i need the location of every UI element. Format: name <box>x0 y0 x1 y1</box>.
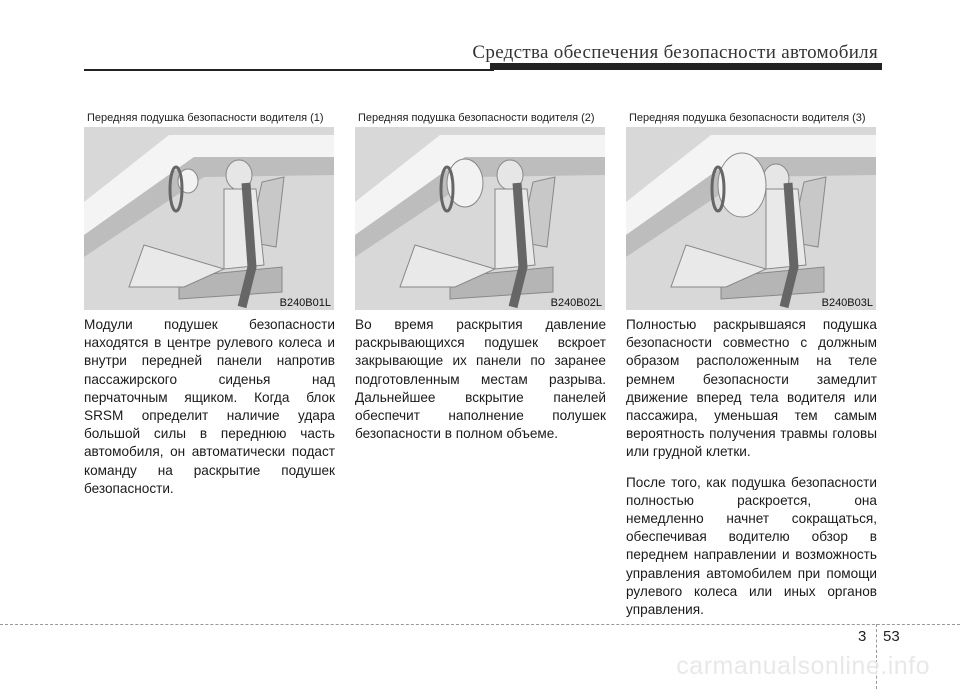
figure-code: B240B01L <box>279 297 331 309</box>
paragraph: Во время раскрытия давление раскрывающихся подушек вскроет закрывающие их панели по заранее подготовленным местам разрыва. Дальнейшее вскрытие панелей обеспечит наполнение полушек безопасности в полном объеме. <box>355 317 606 442</box>
header-rule-thick <box>490 63 882 70</box>
chapter-number: 3 <box>858 628 867 645</box>
figure-caption: Передняя подушка безопасности водителя (1) <box>84 109 334 127</box>
figure-illustration <box>626 127 876 310</box>
figure-illustration <box>355 127 605 310</box>
paragraph: Модули подушек безопасности находятся в центре рулевого колеса и внутри передней панели напротив пассажирского сиденья над перчаточным ящиком. Когда блок SRSM определит наличие удара большой силы в переднюю часть автомобиля, он автоматически подаст команду на раскрытие подушек безопасности. <box>84 317 335 496</box>
footer-divider <box>0 624 960 625</box>
figure-illustration <box>84 127 334 310</box>
text-column-1 <box>84 316 335 510</box>
figure-airbag-2 <box>355 109 605 310</box>
text-column-3 <box>626 316 877 631</box>
header-rule-thin <box>84 69 494 71</box>
text-column-2 <box>355 316 606 455</box>
section-title: Средства обеспечения безопасности автомобиля <box>472 42 878 63</box>
figure-code: B240B03L <box>821 297 873 309</box>
page-number: 53 <box>883 628 900 645</box>
paragraph: Полностью раскрывшаяся подушка безопасности совместно с должным образом расположенным на теле ремнем безопасности замедлит движение вперед тела водителя или пассажира, уменьшая тем самым вероятность получения травмы головы или грудной клетки. <box>626 317 877 460</box>
paragraph: После того, как подушка безопасности полностью раскроется, она немедленно начнет сокращаться, обеспечивая водителю обзор в переднем направлении и возможность управления автомобилем при помощи рулевого колеса или иных органов управления. <box>626 474 877 618</box>
figure-caption: Передняя подушка безопасности водителя (3) <box>626 109 876 127</box>
watermark: carmanualsonline.info <box>676 652 930 680</box>
figure-code: B240B02L <box>550 297 602 309</box>
figure-caption: Передняя подушка безопасности водителя (2) <box>355 109 605 127</box>
figure-airbag-1 <box>84 109 334 310</box>
figure-airbag-3 <box>626 109 876 310</box>
